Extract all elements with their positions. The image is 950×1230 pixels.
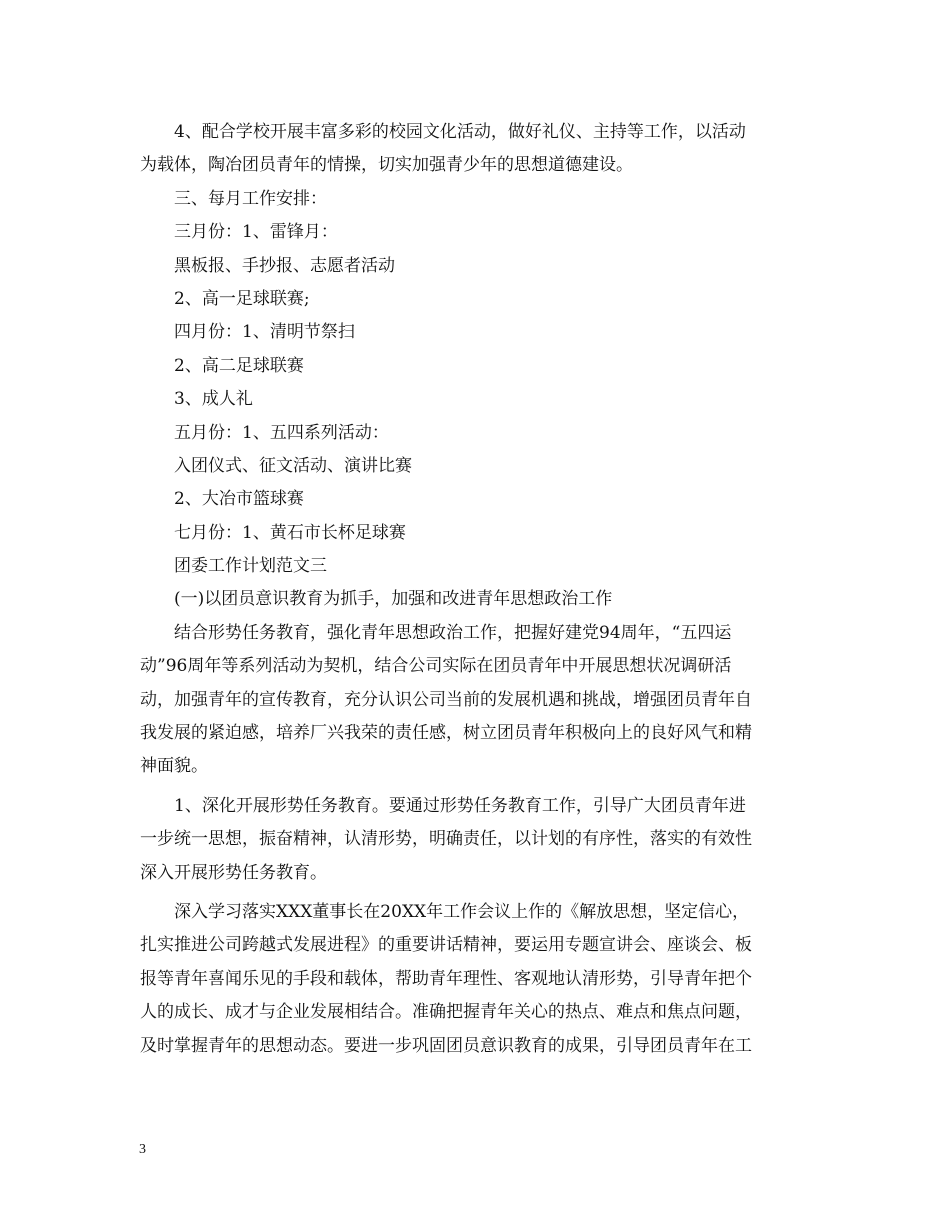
page-number: 3 xyxy=(139,1142,146,1157)
list-item: 入团仪式、征文活动、演讲比赛 xyxy=(174,455,412,476)
list-item: 五月份：1、五四系列活动： xyxy=(174,422,389,443)
paragraph-line: 1、深化开展形势任务教育。要通过形势任务教育工作，引导广大团员青年进 xyxy=(174,795,746,816)
paragraph-line: 深入学习落实XXX董事长在20XX年工作会议上作的《解放思想，坚定信心， xyxy=(174,901,750,922)
list-item: 2、高二足球联赛 xyxy=(174,355,304,376)
paragraph-line: 人的成长、成才与企业发展相结合。准确把握青年关心的热点、难点和焦点问题， xyxy=(140,1002,752,1023)
paragraph-line: 4、配合学校开展丰富多彩的校园文化活动，做好礼仪、主持等工作，以活动 xyxy=(174,122,746,142)
section-title: 团委工作计划范文三 xyxy=(174,556,327,577)
paragraph-line: 一步统一思想，振奋精神，认清形势，明确责任，以计划的有序性，落实的有效性 xyxy=(140,829,752,850)
section-heading: (一)以团员意识教育为抓手，加强和改进青年思想政治工作 xyxy=(174,589,613,610)
list-item: 七月份：1、黄石市长杯足球赛 xyxy=(174,522,406,543)
section-heading: 三、每月工作安排： xyxy=(174,188,327,209)
paragraph-line: 结合形势任务教育，强化青年思想政治工作，把握好建党94周年，“五四运 xyxy=(174,622,732,643)
list-item: 黑板报、手抄报、志愿者活动 xyxy=(174,255,395,276)
paragraph-line: 动，加强青年的宣传教育，充分认识公司当前的发展机遇和挑战，增强团员青年自 xyxy=(140,689,752,710)
paragraph-line: 为载体，陶冶团员青年的情操，切实加强青少年的思想道德建设。 xyxy=(140,155,633,176)
document-body xyxy=(140,116,812,1063)
list-item: 2、高一足球联赛; xyxy=(174,288,310,309)
list-item: 3、成人礼 xyxy=(174,389,253,410)
list-item: 四月份：1、清明节祭扫 xyxy=(174,322,355,343)
paragraph-line: 动”96周年等系列活动为契机，结合公司实际在团员青年中开展思想状况调研活 xyxy=(140,656,732,677)
paragraph-line: 深入开展形势任务教育。 xyxy=(140,862,327,883)
paragraph-line: 我发展的紧迫感，培养厂兴我荣的责任感，树立团员青年积极向上的良好风气和精 xyxy=(140,723,752,744)
list-item: 三月份：1、雷锋月： xyxy=(174,222,338,243)
paragraph-line: 扎实推进公司跨越式发展进程》的重要讲话精神，要运用专题宣讲会、座谈会、板 xyxy=(140,935,752,956)
paragraph-line: 报等青年喜闻乐见的手段和载体，帮助青年理性、客观地认清形势，引导青年把个 xyxy=(140,968,752,989)
paragraph-line: 及时掌握青年的思想动态。要进一步巩固团员意识教育的成果，引导团员青年在工 xyxy=(140,1035,752,1056)
list-item: 2、大冶市篮球赛 xyxy=(174,489,304,510)
paragraph-line: 神面貌。 xyxy=(140,756,208,777)
